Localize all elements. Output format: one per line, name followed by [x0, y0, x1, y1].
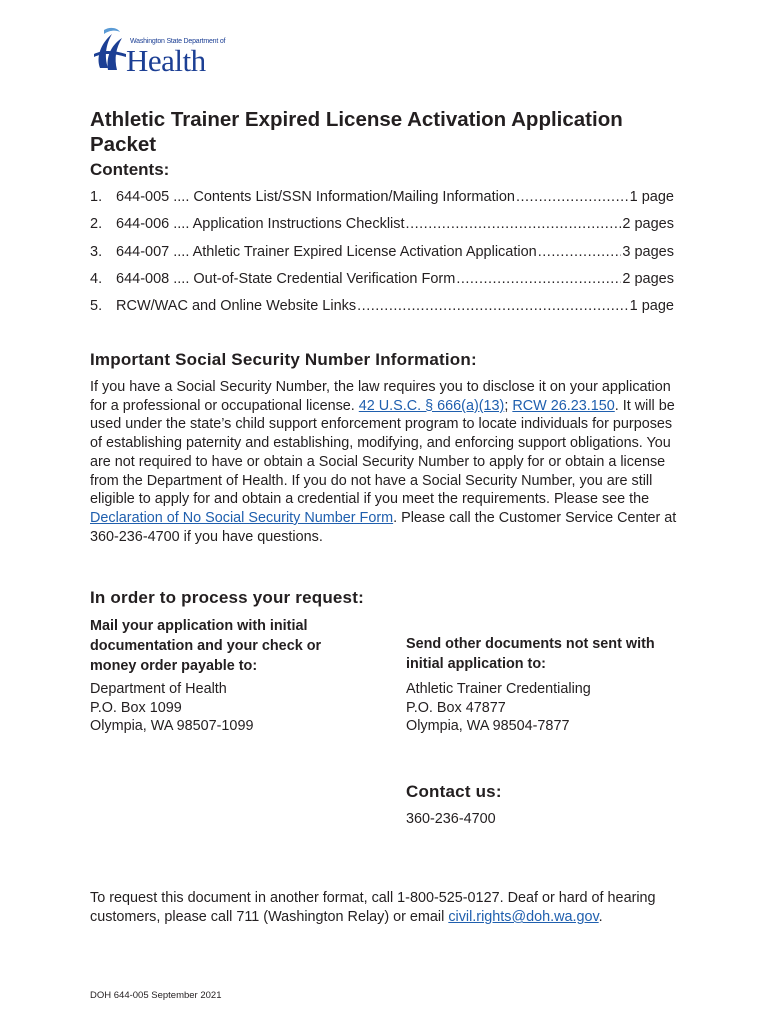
alternate-format-notice — [90, 889, 670, 927]
address-line: Athletic Trainer Credentialing — [406, 681, 591, 697]
item-number: 4. — [90, 270, 103, 287]
item-number: 1. — [90, 189, 103, 205]
doh-logo — [90, 24, 226, 78]
other-documents-heading: Send other documents not sent with initial application to: — [406, 636, 655, 672]
mail-application-heading: Mail your application with initial documentation and your check or money order payable to: — [90, 618, 322, 674]
no-ssn-form-link[interactable]: Declaration of No Social Security Number Form — [90, 509, 394, 526]
ssn-separator: ; — [504, 397, 513, 414]
dot-leader — [456, 271, 621, 287]
item-pages: 1 page — [629, 189, 674, 205]
contents-list — [90, 189, 674, 325]
ssn-heading: Important Social Security Number Information: — [90, 350, 477, 369]
contact-heading: Contact us: — [406, 782, 502, 801]
dot-leader — [406, 216, 622, 232]
dot-leader — [357, 298, 629, 314]
logo-org-line: Washington State Department of — [130, 38, 226, 45]
email-link[interactable]: civil.rights@doh.wa.gov — [448, 909, 599, 925]
item-text: RCW/WAC and Online Website Links — [116, 298, 357, 315]
page-title: Athletic Trainer Expired License Activation Application Packet — [90, 108, 623, 156]
ssn-text-3: . Please call the Customer Service Center at 360-236-4700 if you have questions. — [90, 509, 677, 545]
ssn-text-1: If you have a Social Security Number, the law requires you to disclose it on your application for a professional or occupational license. — [90, 379, 671, 414]
request-end: . — [598, 909, 603, 925]
dot-leader — [538, 244, 622, 260]
list-item — [90, 189, 674, 216]
logo-mark-icon — [90, 24, 130, 78]
item-pages: 3 pages — [622, 243, 674, 260]
contents-heading: Contents: — [90, 160, 170, 179]
address-line: Department of Health — [90, 681, 227, 697]
mail-address — [90, 680, 350, 736]
item-pages: 2 pages — [622, 270, 674, 287]
request-text: To request this document in another format, call 1-800-525-0127. Deaf or hard of hearing customers, please call 711 (Washington Relay) or email — [90, 890, 656, 925]
item-text: 644-006 .... Application Instructions Checklist — [116, 216, 405, 233]
list-item — [90, 244, 674, 271]
logo-wordmark: Health — [126, 43, 206, 78]
address-line: Olympia, WA 98504-7877 — [406, 718, 570, 735]
item-number: 5. — [90, 298, 103, 315]
list-item — [90, 298, 674, 325]
address-line: Olympia, WA 98507-1099 — [90, 718, 254, 735]
item-pages: 2 pages — [622, 216, 674, 233]
item-number: 3. — [90, 243, 103, 260]
item-text: 644-005 .... Contents List/SSN Information/Mailing Information — [116, 189, 515, 205]
list-item — [90, 271, 674, 298]
form-footer: DOH 644-005 September 2021 — [90, 990, 222, 1001]
address-line: P.O. Box 1099 — [90, 699, 182, 716]
documents-address — [406, 680, 666, 736]
usc-link[interactable]: 42 U.S.C. § 666(a)(13) — [358, 397, 505, 414]
ssn-text-2: . It will be used under the state’s child support enforcement program to locate individuals for purposes of establishing paternity and establishing, modifying, and enforcing support obligations. You are not required to have or obtain a Social Security Number to apply for or obtain a license from the Department of Health. If you do not have a Social Security Number, you are still eligible to apply for and obtain a credential if you meet the requirements. Please see the — [90, 397, 675, 508]
item-pages: 1 page — [629, 298, 674, 315]
item-text: 644-007 .... Athletic Trainer Expired License Activation Application — [116, 243, 537, 260]
contact-phone: 360-236-4700 — [406, 811, 496, 827]
process-heading: In order to process your request: — [90, 588, 364, 607]
address-line: P.O. Box 47877 — [406, 699, 506, 716]
dot-leader — [516, 189, 629, 205]
rcw-link[interactable]: RCW 26.23.150 — [512, 397, 615, 414]
list-item — [90, 216, 674, 243]
item-number: 2. — [90, 216, 103, 233]
item-text: 644-008 .... Out-of-State Credential Verification Form — [116, 270, 456, 287]
ssn-paragraph — [90, 378, 680, 546]
